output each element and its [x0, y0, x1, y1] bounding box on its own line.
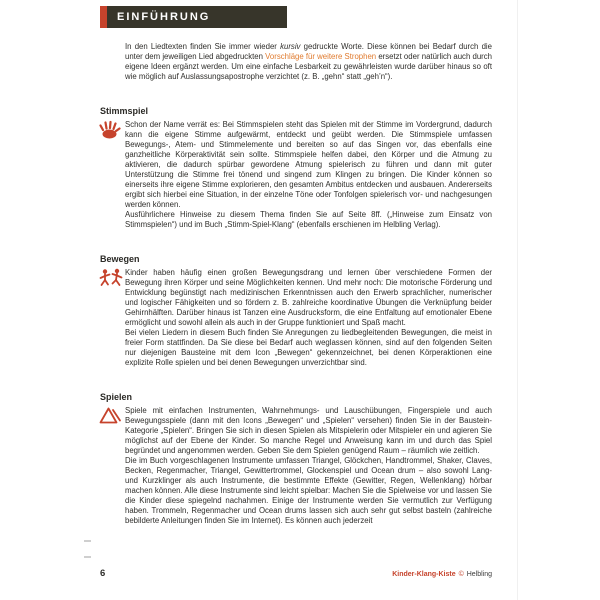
intro-italic-word: kursiv: [280, 42, 301, 51]
section-title-bewegen: Bewegen: [100, 254, 140, 264]
crop-mark: [84, 540, 91, 542]
section-paragraph: Ausführlichere Hinweise zu diesem Thema finden Sie auf Seite 8ff. („Hinweise zum Einsatz von Stimmspielen“) und im Buch „Stimm-Spiel-Klang“ (ebenfalls erschienen im Helbling Verlag).: [125, 210, 492, 229]
page-edge-line: [517, 0, 518, 600]
triangle-instrument-icon: [98, 406, 124, 426]
chapter-banner: [100, 6, 287, 28]
section-paragraph: Bei vielen Liedern in diesem Buch finden Sie Anregungen zu liedbegleitenden Bewegungen, die meist in freier Form stattfinden. Da Sie diese bei Bedarf auch weglassen können, sind auf den folgenden Seiten nur diejenigen Bausteine mit dem Icon „Bewegen“ gekennzeichnet, bei denen Körperaktionen eine explizite Rolle spielen und bei denen Bewegungen unverzichtbar sind.: [125, 328, 492, 367]
section-title-stimmspiel: Stimmspiel: [100, 106, 149, 116]
intro-highlighted-phrase: Vorschläge für weitere Strophen: [265, 52, 377, 61]
section-paragraph: Kinder haben häufig einen großen Bewegungsdrang und lernen über verschiedene Formen der Bewegung ihren Körper und seine Möglichkeiten kennen. Und mehr noch: Die motorische Förderung und Entwicklung begünstigt nach medizinischen Erkenntnissen auch den Erwerb sprachlicher, numerischer und logischer Fähigkeiten und so fördern z. B. zahlreiche koordinative Übungen die Verknüpfung beider Gehirnhälften. Darüber hinaus ist Tanzen eine Ausdrucksform, die eine Entfaltung auf emotionaler Ebene ermöglicht und sowohl allein als auch in der Gruppe funktioniert und Spaß macht.: [125, 268, 492, 327]
section-spielen: [100, 392, 492, 526]
chapter-title: EINFÜHRUNG: [117, 11, 211, 23]
publisher-name: Helbling: [466, 571, 492, 578]
section-body: [125, 406, 492, 526]
banner-accent-stripe: [100, 6, 107, 28]
crop-mark: [84, 556, 91, 558]
intro-text-3: ersetzt oder natürlich auch durch eigene Ideen ergänzt werden. Um eine einfache Lesbarkeit zu gewährleisten wurde darüber hinaus so oft wie möglich auf Auslassungsapostrophe verzichtet (z. B. „gehn“ statt „geh’n“).: [125, 52, 492, 81]
section-bewegen: [100, 254, 492, 368]
page-content: [100, 42, 492, 526]
intro-paragraph: [125, 42, 492, 82]
hand-voice-icon: [98, 120, 124, 140]
section-stimmspiel: [100, 106, 492, 230]
book-title: Kinder-Klang-Kiste: [392, 571, 456, 578]
footer-credit: [392, 571, 492, 578]
section-title-spielen: Spielen: [100, 392, 133, 402]
section-body: [125, 268, 492, 368]
page-number: 6: [100, 568, 106, 579]
intro-text-2: gedruckte Worte. Diese können bei Bedarf durch die unter dem jeweiligen Lied abgedruckten: [125, 42, 492, 61]
section-paragraph: Schon der Name verrät es: Bei Stimmspielen steht das Spielen mit der Stimme im Vordergrund, dadurch kann die eigene Stimme aufgewärmt, entdeckt und geübt werden. Die Stimmspiele umfassen Bewegungs-, Atem- und Stimmelemente und bereiten so auf das Singen vor, das ebenfalls eine ganzheitliche Körperaktivität sein sollte. Stimmspiele helfen dabei, den Körper und die Atmung zu aktivieren, die dadurch spürbar gewordene Atmung spielerisch zu führen und dann mit guter Unterstützung die Stimme frei tönend und singend zum Klingen zu bringen. Die Kinder können so einerseits ihre eigene Stimme explorieren, den gesamten Ambitus entdecken und ausbauen. Andererseits ergibt sich hierbei eine Situation, in der einzelne Töne oder Tonfolgen spielerisch vor- und nachgesungen werden können.: [125, 120, 492, 209]
section-body: [125, 120, 492, 230]
section-paragraph: Die im Buch vorgeschlagenen Instrumente umfassen Triangel, Glöckchen, Handtrommel, Shaker, Claves, Becken, Regenmacher, Triangel, Gewittertrommel, Glockenspiel und Ocean drum – also sowohl Lang- und Kurzklinger als auch Instrumente, die bestimmte Effekte (Gewitter, Regen, Wellenklang) hörbar machen können. Alle diese Instrumente sind leicht spielbar: Machen Sie die Spielweise vor und lassen Sie die Kinder diese spiegelnd nachahmen. Einige der Instrumente werden Sie vermutlich zur Verfügung haben. Trommeln, Regenmacher und Ocean drums lassen sich auch sehr gut selbst basteln (zahlreiche bebilderte Anleitungen finden Sie im Internet). Es können auch jederzeit: [125, 456, 492, 525]
dancing-figures-icon: [98, 268, 124, 288]
section-paragraph: Spiele mit einfachen Instrumenten, Wahrnehmungs- und Lauschübungen, Fingerspiele und auch Bewegungsspiele (dann mit den Icons „Bewegen“ und „Spielen“ versehen) finden Sie in der Baustein-Kategorie „Spielen“. Bringen Sie sich in diesen Spielen als Mitspielerin oder Mitspieler ein und agieren Sie möglichst auf der Ebene der Kinder. So manche Regel und Anweisung kann im und durch das Spiel begründet und angenommen werden. Geben Sie dem Spielen genügend Raum – räumlich wie zeitlich.: [125, 406, 492, 455]
page-footer: [100, 568, 492, 579]
intro-text-1: In den Liedtexten finden Sie immer wieder: [125, 42, 281, 51]
copyright-mark: ©: [458, 571, 464, 578]
